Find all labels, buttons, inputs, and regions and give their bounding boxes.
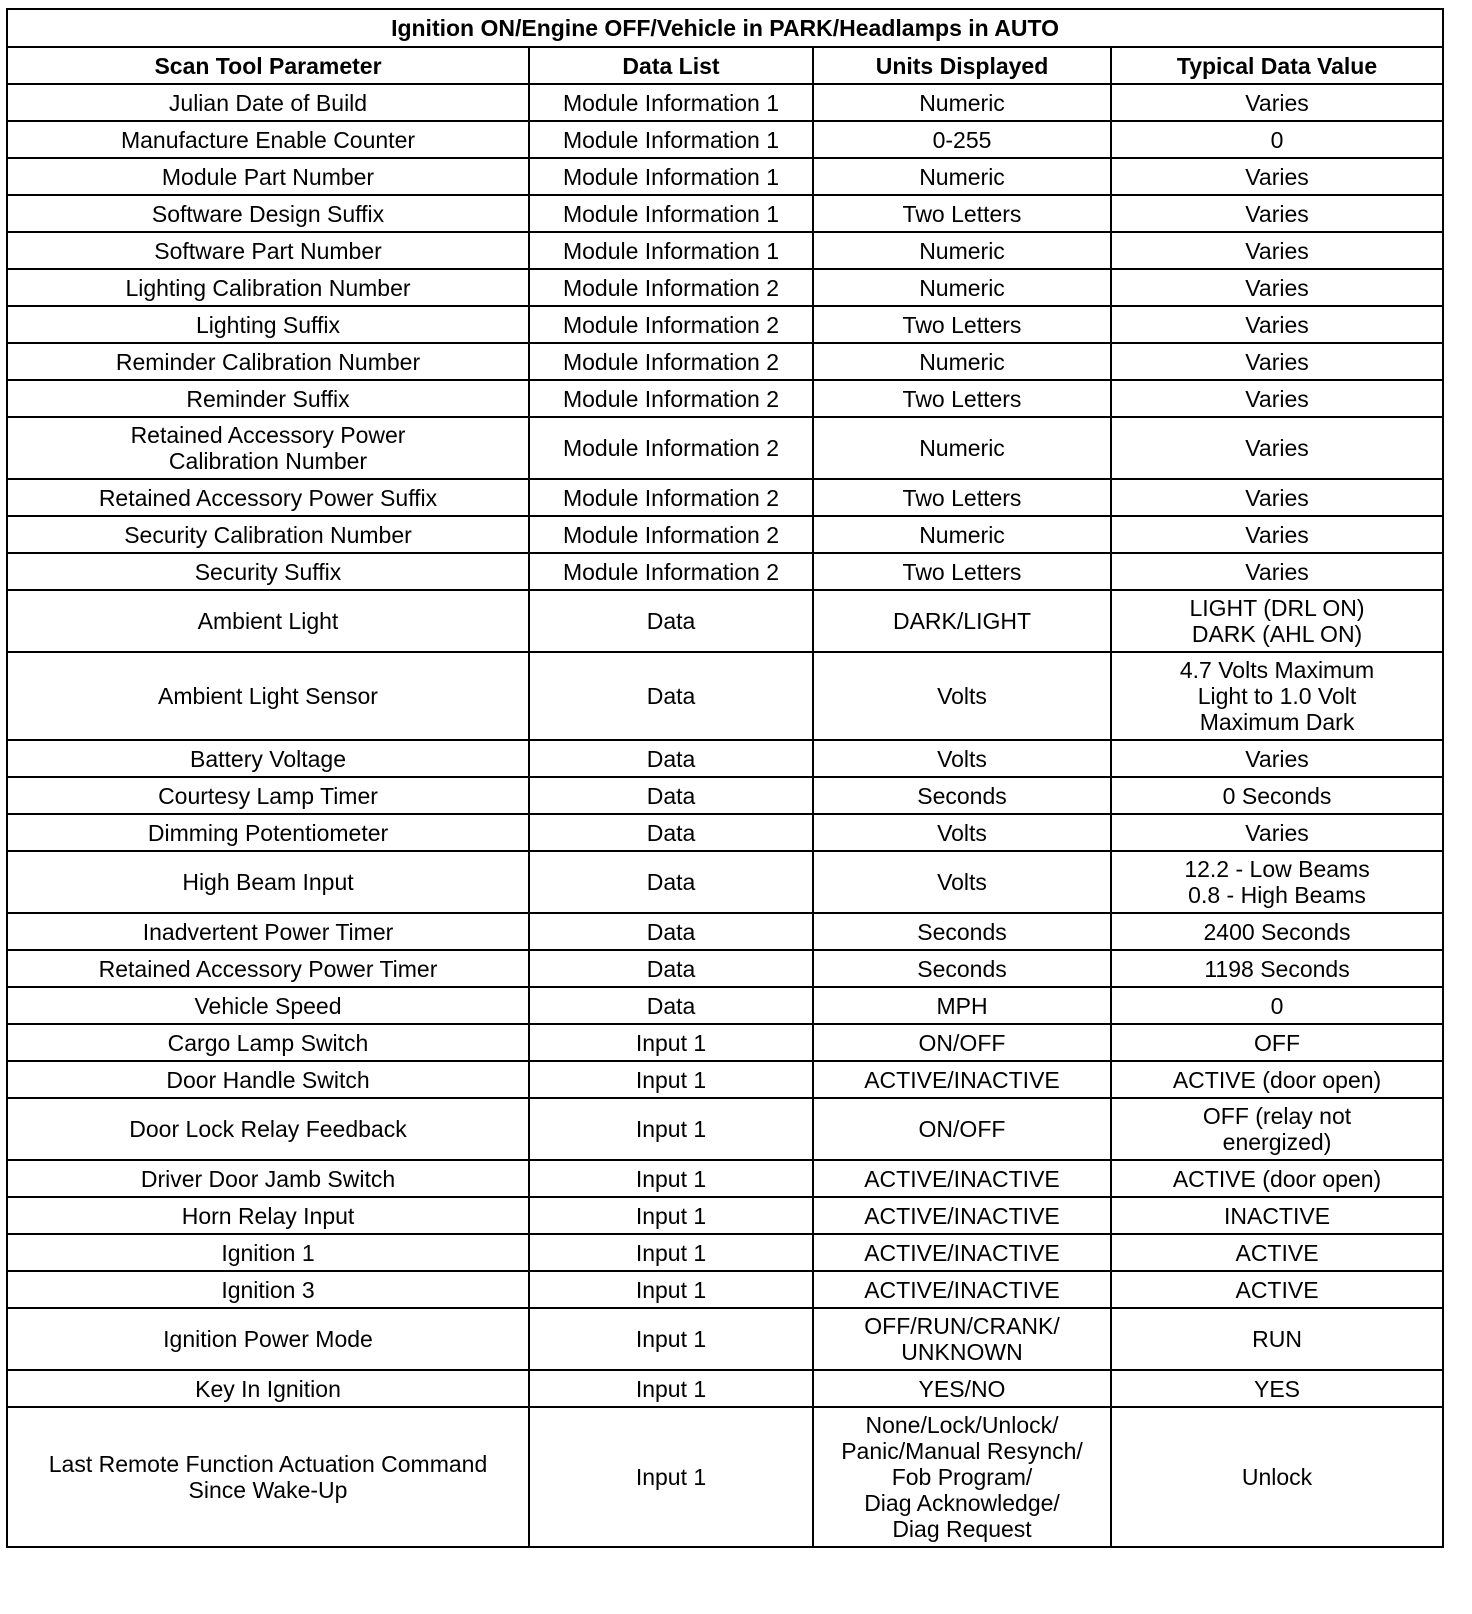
typical-value-cell-text: Varies xyxy=(1245,200,1309,227)
data-list-cell-text: Data xyxy=(646,608,696,634)
data-list-cell-text: Input 1 xyxy=(635,1202,707,1229)
parameter-cell-text: Cargo Lamp Switch xyxy=(167,1029,369,1056)
data-list-cell-text: Data xyxy=(646,745,696,772)
data-list-cell xyxy=(529,777,813,814)
data-list-cell xyxy=(529,479,813,516)
data-list-cell xyxy=(529,1160,813,1197)
units-cell xyxy=(813,269,1111,306)
units-cell xyxy=(813,232,1111,269)
typical-value-cell-text: 0 xyxy=(1270,126,1284,153)
typical-value-cell-text: Varies xyxy=(1245,745,1309,772)
header-row xyxy=(7,47,1443,84)
data-list-cell xyxy=(529,516,813,553)
units-cell xyxy=(813,158,1111,195)
typical-value-cell-text: Varies xyxy=(1245,89,1309,116)
units-cell-text: ACTIVE/INACTIVE xyxy=(864,1239,1060,1266)
table-row xyxy=(7,913,1443,950)
typical-value-cell-text: Varies xyxy=(1245,163,1309,190)
parameter-cell-text: Software Design Suffix xyxy=(151,200,385,227)
units-cell xyxy=(813,516,1111,553)
typical-value-cell-text: OFF xyxy=(1254,1029,1301,1056)
units-cell-text: Volts xyxy=(937,819,987,846)
units-cell-text: Two Letters xyxy=(902,484,1022,511)
data-list-cell xyxy=(529,121,813,158)
units-cell-text: YES/NO xyxy=(918,1375,1006,1402)
data-list-cell xyxy=(529,652,813,740)
parameter-cell xyxy=(7,553,529,590)
units-cell-text: None/Lock/Unlock/ Panic/Manual Resynch/ Fob Program/ Diag Acknowledge/ Diag Request xyxy=(841,1412,1083,1542)
parameter-cell xyxy=(7,1308,529,1370)
data-list-cell xyxy=(529,232,813,269)
parameter-cell-text: Ignition 3 xyxy=(221,1276,315,1303)
parameter-cell-text: Vehicle Speed xyxy=(194,992,342,1019)
typical-value-cell xyxy=(1111,553,1443,590)
parameter-cell xyxy=(7,343,529,380)
parameter-cell xyxy=(7,1407,529,1547)
data-list-cell-text: Module Information 1 xyxy=(562,237,780,264)
units-cell-text: Numeric xyxy=(919,237,1005,264)
data-list-cell xyxy=(529,1271,813,1308)
typical-value-cell-text: Varies xyxy=(1245,558,1309,585)
parameter-cell-text: Door Lock Relay Feedback xyxy=(129,1116,407,1142)
typical-value-cell xyxy=(1111,1061,1443,1098)
table-row xyxy=(7,851,1443,913)
data-list-cell xyxy=(529,590,813,652)
units-cell xyxy=(813,195,1111,232)
parameter-cell-text: Lighting Suffix xyxy=(195,311,341,338)
table-row xyxy=(7,1197,1443,1234)
units-cell-text: Seconds xyxy=(917,955,1007,982)
table-row xyxy=(7,1061,1443,1098)
typical-value-cell-text: RUN xyxy=(1252,1326,1302,1352)
units-cell-text: ACTIVE/INACTIVE xyxy=(864,1066,1060,1093)
typical-value-cell-text: YES xyxy=(1254,1375,1301,1402)
table-row xyxy=(7,740,1443,777)
typical-value-cell-text: 0 Seconds xyxy=(1222,782,1332,809)
column-header-data-list: Data List xyxy=(529,47,813,84)
typical-value-cell-text: 0 xyxy=(1270,992,1284,1019)
table-row xyxy=(7,590,1443,652)
parameter-cell-text: Inadvertent Power Timer xyxy=(142,918,394,945)
data-list-cell-text: Input 1 xyxy=(635,1375,707,1402)
typical-value-cell xyxy=(1111,1160,1443,1197)
units-cell xyxy=(813,1271,1111,1308)
units-cell xyxy=(813,1234,1111,1271)
units-cell-text: Volts xyxy=(937,745,987,772)
typical-value-cell-text: Varies xyxy=(1245,435,1309,461)
data-list-cell xyxy=(529,1407,813,1547)
table-row xyxy=(7,1160,1443,1197)
units-cell xyxy=(813,1061,1111,1098)
typical-value-cell xyxy=(1111,740,1443,777)
data-list-cell-text: Input 1 xyxy=(635,1276,707,1303)
typical-value-cell xyxy=(1111,417,1443,479)
scan-tool-data-table xyxy=(6,8,1444,1548)
data-list-cell-text: Module Information 1 xyxy=(562,163,780,190)
data-list-cell-text: Input 1 xyxy=(635,1239,707,1266)
parameter-cell-text: Retained Accessory Power Calibration Number xyxy=(130,422,406,474)
units-cell-text: Two Letters xyxy=(902,385,1022,412)
typical-value-cell xyxy=(1111,1234,1443,1271)
typical-value-cell-text: Varies xyxy=(1245,348,1309,375)
table-row xyxy=(7,1370,1443,1407)
parameter-cell xyxy=(7,1160,529,1197)
parameter-cell xyxy=(7,913,529,950)
data-list-cell-text: Module Information 2 xyxy=(562,521,780,548)
typical-value-cell xyxy=(1111,913,1443,950)
data-list-cell xyxy=(529,553,813,590)
units-cell xyxy=(813,913,1111,950)
data-list-cell xyxy=(529,417,813,479)
typical-value-cell xyxy=(1111,479,1443,516)
units-cell-text: Numeric xyxy=(919,435,1005,461)
typical-value-cell xyxy=(1111,306,1443,343)
table-body xyxy=(7,84,1443,1547)
typical-value-cell-text: 12.2 - Low Beams 0.8 - High Beams xyxy=(1184,856,1370,908)
typical-value-cell xyxy=(1111,232,1443,269)
data-list-cell xyxy=(529,1234,813,1271)
table-row xyxy=(7,516,1443,553)
typical-value-cell-text: OFF (relay not energized) xyxy=(1202,1103,1352,1155)
parameter-cell xyxy=(7,740,529,777)
column-header-typical-data-value: Typical Data Value xyxy=(1111,47,1443,84)
typical-value-cell xyxy=(1111,121,1443,158)
units-cell-text: Numeric xyxy=(919,274,1005,301)
table-row xyxy=(7,950,1443,987)
typical-value-cell xyxy=(1111,814,1443,851)
typical-value-cell xyxy=(1111,1098,1443,1160)
data-list-cell-text: Input 1 xyxy=(635,1066,707,1093)
parameter-cell xyxy=(7,1234,529,1271)
data-list-cell xyxy=(529,1024,813,1061)
table-row xyxy=(7,84,1443,121)
units-cell xyxy=(813,306,1111,343)
data-list-cell-text: Module Information 2 xyxy=(562,311,780,338)
table-row xyxy=(7,987,1443,1024)
typical-value-cell xyxy=(1111,851,1443,913)
data-list-cell-text: Input 1 xyxy=(635,1464,707,1490)
data-list-cell xyxy=(529,1098,813,1160)
units-cell xyxy=(813,121,1111,158)
parameter-cell xyxy=(7,1024,529,1061)
table-row xyxy=(7,121,1443,158)
parameter-cell xyxy=(7,232,529,269)
table-row xyxy=(7,1271,1443,1308)
typical-value-cell xyxy=(1111,195,1443,232)
typical-value-cell-text: Varies xyxy=(1245,311,1309,338)
data-list-cell-text: Module Information 2 xyxy=(562,558,780,585)
units-cell xyxy=(813,1407,1111,1547)
parameter-cell xyxy=(7,1197,529,1234)
units-cell xyxy=(813,950,1111,987)
typical-value-cell xyxy=(1111,84,1443,121)
data-list-cell xyxy=(529,158,813,195)
parameter-cell xyxy=(7,814,529,851)
typical-value-cell xyxy=(1111,343,1443,380)
data-list-cell-text: Input 1 xyxy=(635,1165,707,1192)
table-row xyxy=(7,1308,1443,1370)
units-cell-text: Two Letters xyxy=(902,311,1022,338)
typical-value-cell xyxy=(1111,590,1443,652)
data-list-cell-text: Data xyxy=(646,819,696,846)
units-cell-text: DARK/LIGHT xyxy=(892,608,1032,634)
parameter-cell xyxy=(7,380,529,417)
data-list-cell-text: Module Information 2 xyxy=(562,435,780,461)
table-row xyxy=(7,1024,1443,1061)
data-list-cell xyxy=(529,1061,813,1098)
units-cell xyxy=(813,1370,1111,1407)
typical-value-cell-text: Varies xyxy=(1245,385,1309,412)
data-list-cell xyxy=(529,913,813,950)
data-list-cell xyxy=(529,195,813,232)
parameter-cell-text: Julian Date of Build xyxy=(168,89,368,116)
table-row xyxy=(7,343,1443,380)
units-cell-text: Numeric xyxy=(919,89,1005,116)
parameter-cell xyxy=(7,652,529,740)
parameter-cell xyxy=(7,1098,529,1160)
typical-value-cell xyxy=(1111,777,1443,814)
units-cell xyxy=(813,553,1111,590)
units-cell-text: MPH xyxy=(936,992,988,1019)
data-list-cell-text: Data xyxy=(646,869,696,895)
parameter-cell-text: High Beam Input xyxy=(182,869,354,895)
data-list-cell xyxy=(529,84,813,121)
units-cell-text: ON/OFF xyxy=(918,1029,1006,1056)
parameter-cell xyxy=(7,195,529,232)
data-list-cell-text: Input 1 xyxy=(635,1029,707,1056)
table-row xyxy=(7,269,1443,306)
parameter-cell-text: Ambient Light Sensor xyxy=(158,683,378,709)
parameter-cell-text: Lighting Calibration Number xyxy=(125,274,411,301)
data-list-cell xyxy=(529,306,813,343)
table-row xyxy=(7,195,1443,232)
units-cell xyxy=(813,1098,1111,1160)
units-cell-text: Volts xyxy=(937,869,987,895)
typical-value-cell xyxy=(1111,950,1443,987)
data-list-cell xyxy=(529,950,813,987)
parameter-cell-text: Retained Accessory Power Timer xyxy=(98,955,438,982)
units-cell-text: Numeric xyxy=(919,521,1005,548)
parameter-cell-text: Dimming Potentiometer xyxy=(147,819,389,846)
table-row xyxy=(7,479,1443,516)
parameter-cell xyxy=(7,479,529,516)
table-row xyxy=(7,380,1443,417)
data-list-cell xyxy=(529,343,813,380)
units-cell-text: ON/OFF xyxy=(918,1116,1006,1142)
typical-value-cell-text: Varies xyxy=(1245,819,1309,846)
table-row xyxy=(7,553,1443,590)
typical-value-cell-text: LIGHT (DRL ON) DARK (AHL ON) xyxy=(1189,595,1365,647)
parameter-cell-text: Driver Door Jamb Switch xyxy=(140,1165,396,1192)
data-list-cell-text: Data xyxy=(646,992,696,1019)
units-cell xyxy=(813,1308,1111,1370)
typical-value-cell xyxy=(1111,1024,1443,1061)
parameter-cell-text: Battery Voltage xyxy=(190,745,346,772)
typical-value-cell xyxy=(1111,269,1443,306)
parameter-cell xyxy=(7,950,529,987)
typical-value-cell-text: Varies xyxy=(1245,274,1309,301)
parameter-cell-text: Last Remote Function Actuation Command Since Wake-Up xyxy=(48,1451,488,1503)
parameter-cell xyxy=(7,777,529,814)
parameter-cell-text: Horn Relay Input xyxy=(181,1202,355,1229)
typical-value-cell xyxy=(1111,380,1443,417)
parameter-cell-text: Courtesy Lamp Timer xyxy=(158,782,378,809)
data-list-cell xyxy=(529,987,813,1024)
data-list-cell-text: Module Information 1 xyxy=(562,89,780,116)
table-title: Ignition ON/Engine OFF/Vehicle in PARK/Headlamps in AUTO xyxy=(7,9,1443,47)
units-cell xyxy=(813,814,1111,851)
units-cell xyxy=(813,479,1111,516)
data-list-cell xyxy=(529,380,813,417)
parameter-cell xyxy=(7,1061,529,1098)
column-header-units-displayed: Units Displayed xyxy=(813,47,1111,84)
typical-value-cell-text: Unlock xyxy=(1241,1464,1313,1490)
parameter-cell xyxy=(7,590,529,652)
units-cell-text: ACTIVE/INACTIVE xyxy=(864,1276,1060,1303)
parameter-cell-text: Security Calibration Number xyxy=(124,521,412,548)
parameter-cell xyxy=(7,121,529,158)
units-cell-text: Seconds xyxy=(917,782,1007,809)
parameter-cell xyxy=(7,516,529,553)
typical-value-cell-text: Varies xyxy=(1245,237,1309,264)
data-list-cell-text: Data xyxy=(646,955,696,982)
parameter-cell xyxy=(7,1370,529,1407)
parameter-cell-text: Key In Ignition xyxy=(195,1375,341,1402)
data-list-cell-text: Input 1 xyxy=(635,1116,707,1142)
table-row xyxy=(7,417,1443,479)
data-list-cell-text: Module Information 2 xyxy=(562,484,780,511)
parameter-cell xyxy=(7,851,529,913)
data-list-cell xyxy=(529,814,813,851)
typical-value-cell-text: ACTIVE (door open) xyxy=(1172,1165,1382,1192)
data-list-cell-text: Module Information 1 xyxy=(562,126,780,153)
typical-value-cell-text: ACTIVE xyxy=(1235,1276,1319,1303)
data-list-cell-text: Data xyxy=(646,683,696,709)
units-cell xyxy=(813,740,1111,777)
typical-value-cell xyxy=(1111,1370,1443,1407)
parameter-cell-text: Reminder Calibration Number xyxy=(115,348,421,375)
typical-value-cell xyxy=(1111,158,1443,195)
data-list-cell xyxy=(529,1197,813,1234)
units-cell xyxy=(813,1024,1111,1061)
data-list-cell-text: Data xyxy=(646,782,696,809)
parameter-cell-text: Ignition 1 xyxy=(221,1239,315,1266)
typical-value-cell xyxy=(1111,987,1443,1024)
units-cell xyxy=(813,417,1111,479)
data-list-cell xyxy=(529,740,813,777)
data-list-cell-text: Module Information 2 xyxy=(562,274,780,301)
parameter-cell xyxy=(7,417,529,479)
parameter-cell-text: Module Part Number xyxy=(161,163,375,190)
table-row xyxy=(7,306,1443,343)
units-cell xyxy=(813,343,1111,380)
typical-value-cell xyxy=(1111,516,1443,553)
parameter-cell xyxy=(7,1271,529,1308)
typical-value-cell-text: 1198 Seconds xyxy=(1204,955,1350,982)
data-list-cell-text: Module Information 2 xyxy=(562,385,780,412)
units-cell xyxy=(813,380,1111,417)
typical-value-cell-text: ACTIVE xyxy=(1235,1239,1319,1266)
typical-value-cell xyxy=(1111,1407,1443,1547)
data-list-cell xyxy=(529,269,813,306)
units-cell-text: Two Letters xyxy=(902,200,1022,227)
table-row xyxy=(7,1234,1443,1271)
data-list-cell-text: Module Information 1 xyxy=(562,200,780,227)
parameter-cell-text: Ignition Power Mode xyxy=(163,1326,373,1352)
data-list-cell xyxy=(529,851,813,913)
parameter-cell-text: Door Handle Switch xyxy=(166,1066,370,1093)
parameter-cell-text: Software Part Number xyxy=(154,237,382,264)
parameter-cell xyxy=(7,158,529,195)
parameter-cell-text: Manufacture Enable Counter xyxy=(120,126,416,153)
units-cell-text: 0-255 xyxy=(932,126,992,153)
data-list-cell xyxy=(529,1308,813,1370)
units-cell-text: ACTIVE/INACTIVE xyxy=(864,1202,1060,1229)
typical-value-cell xyxy=(1111,652,1443,740)
table-row xyxy=(7,652,1443,740)
units-cell xyxy=(813,590,1111,652)
units-cell-text: ACTIVE/INACTIVE xyxy=(864,1165,1060,1192)
units-cell xyxy=(813,987,1111,1024)
parameter-cell xyxy=(7,84,529,121)
parameter-cell-text: Ambient Light xyxy=(197,608,339,634)
table-row xyxy=(7,1098,1443,1160)
typical-value-cell xyxy=(1111,1308,1443,1370)
data-list-cell xyxy=(529,1370,813,1407)
units-cell-text: Seconds xyxy=(917,918,1007,945)
typical-value-cell xyxy=(1111,1271,1443,1308)
data-list-cell-text: Data xyxy=(646,918,696,945)
units-cell xyxy=(813,84,1111,121)
units-cell-text: Two Letters xyxy=(902,558,1022,585)
table-row xyxy=(7,158,1443,195)
data-list-cell-text: Input 1 xyxy=(635,1326,707,1352)
scan-tool-data-sheet xyxy=(6,8,1442,1548)
units-cell-text: Numeric xyxy=(919,163,1005,190)
parameter-cell xyxy=(7,987,529,1024)
units-cell xyxy=(813,851,1111,913)
typical-value-cell-text: Varies xyxy=(1245,484,1309,511)
units-cell-text: Numeric xyxy=(919,348,1005,375)
parameter-cell xyxy=(7,306,529,343)
typical-value-cell-text: 4.7 Volts Maximum Light to 1.0 Volt Maximum Dark xyxy=(1179,657,1375,735)
units-cell xyxy=(813,1160,1111,1197)
units-cell-text: Volts xyxy=(937,683,987,709)
typical-value-cell-text: INACTIVE xyxy=(1223,1202,1331,1229)
units-cell xyxy=(813,1197,1111,1234)
units-cell xyxy=(813,777,1111,814)
units-cell-text: OFF/RUN/CRANK/ UNKNOWN xyxy=(864,1313,1060,1365)
parameter-cell-text: Retained Accessory Power Suffix xyxy=(98,484,438,511)
typical-value-cell-text: Varies xyxy=(1245,521,1309,548)
units-cell xyxy=(813,652,1111,740)
parameter-cell xyxy=(7,269,529,306)
parameter-cell-text: Security Suffix xyxy=(194,558,342,585)
data-list-cell-text: Module Information 2 xyxy=(562,348,780,375)
column-header-scan-tool-parameter: Scan Tool Parameter xyxy=(7,47,529,84)
typical-value-cell-text: 2400 Seconds xyxy=(1203,918,1351,945)
table-row xyxy=(7,814,1443,851)
table-row xyxy=(7,777,1443,814)
typical-value-cell-text: ACTIVE (door open) xyxy=(1172,1066,1382,1093)
parameter-cell-text: Reminder Suffix xyxy=(186,385,350,412)
table-row xyxy=(7,1407,1443,1547)
typical-value-cell xyxy=(1111,1197,1443,1234)
table-row xyxy=(7,232,1443,269)
